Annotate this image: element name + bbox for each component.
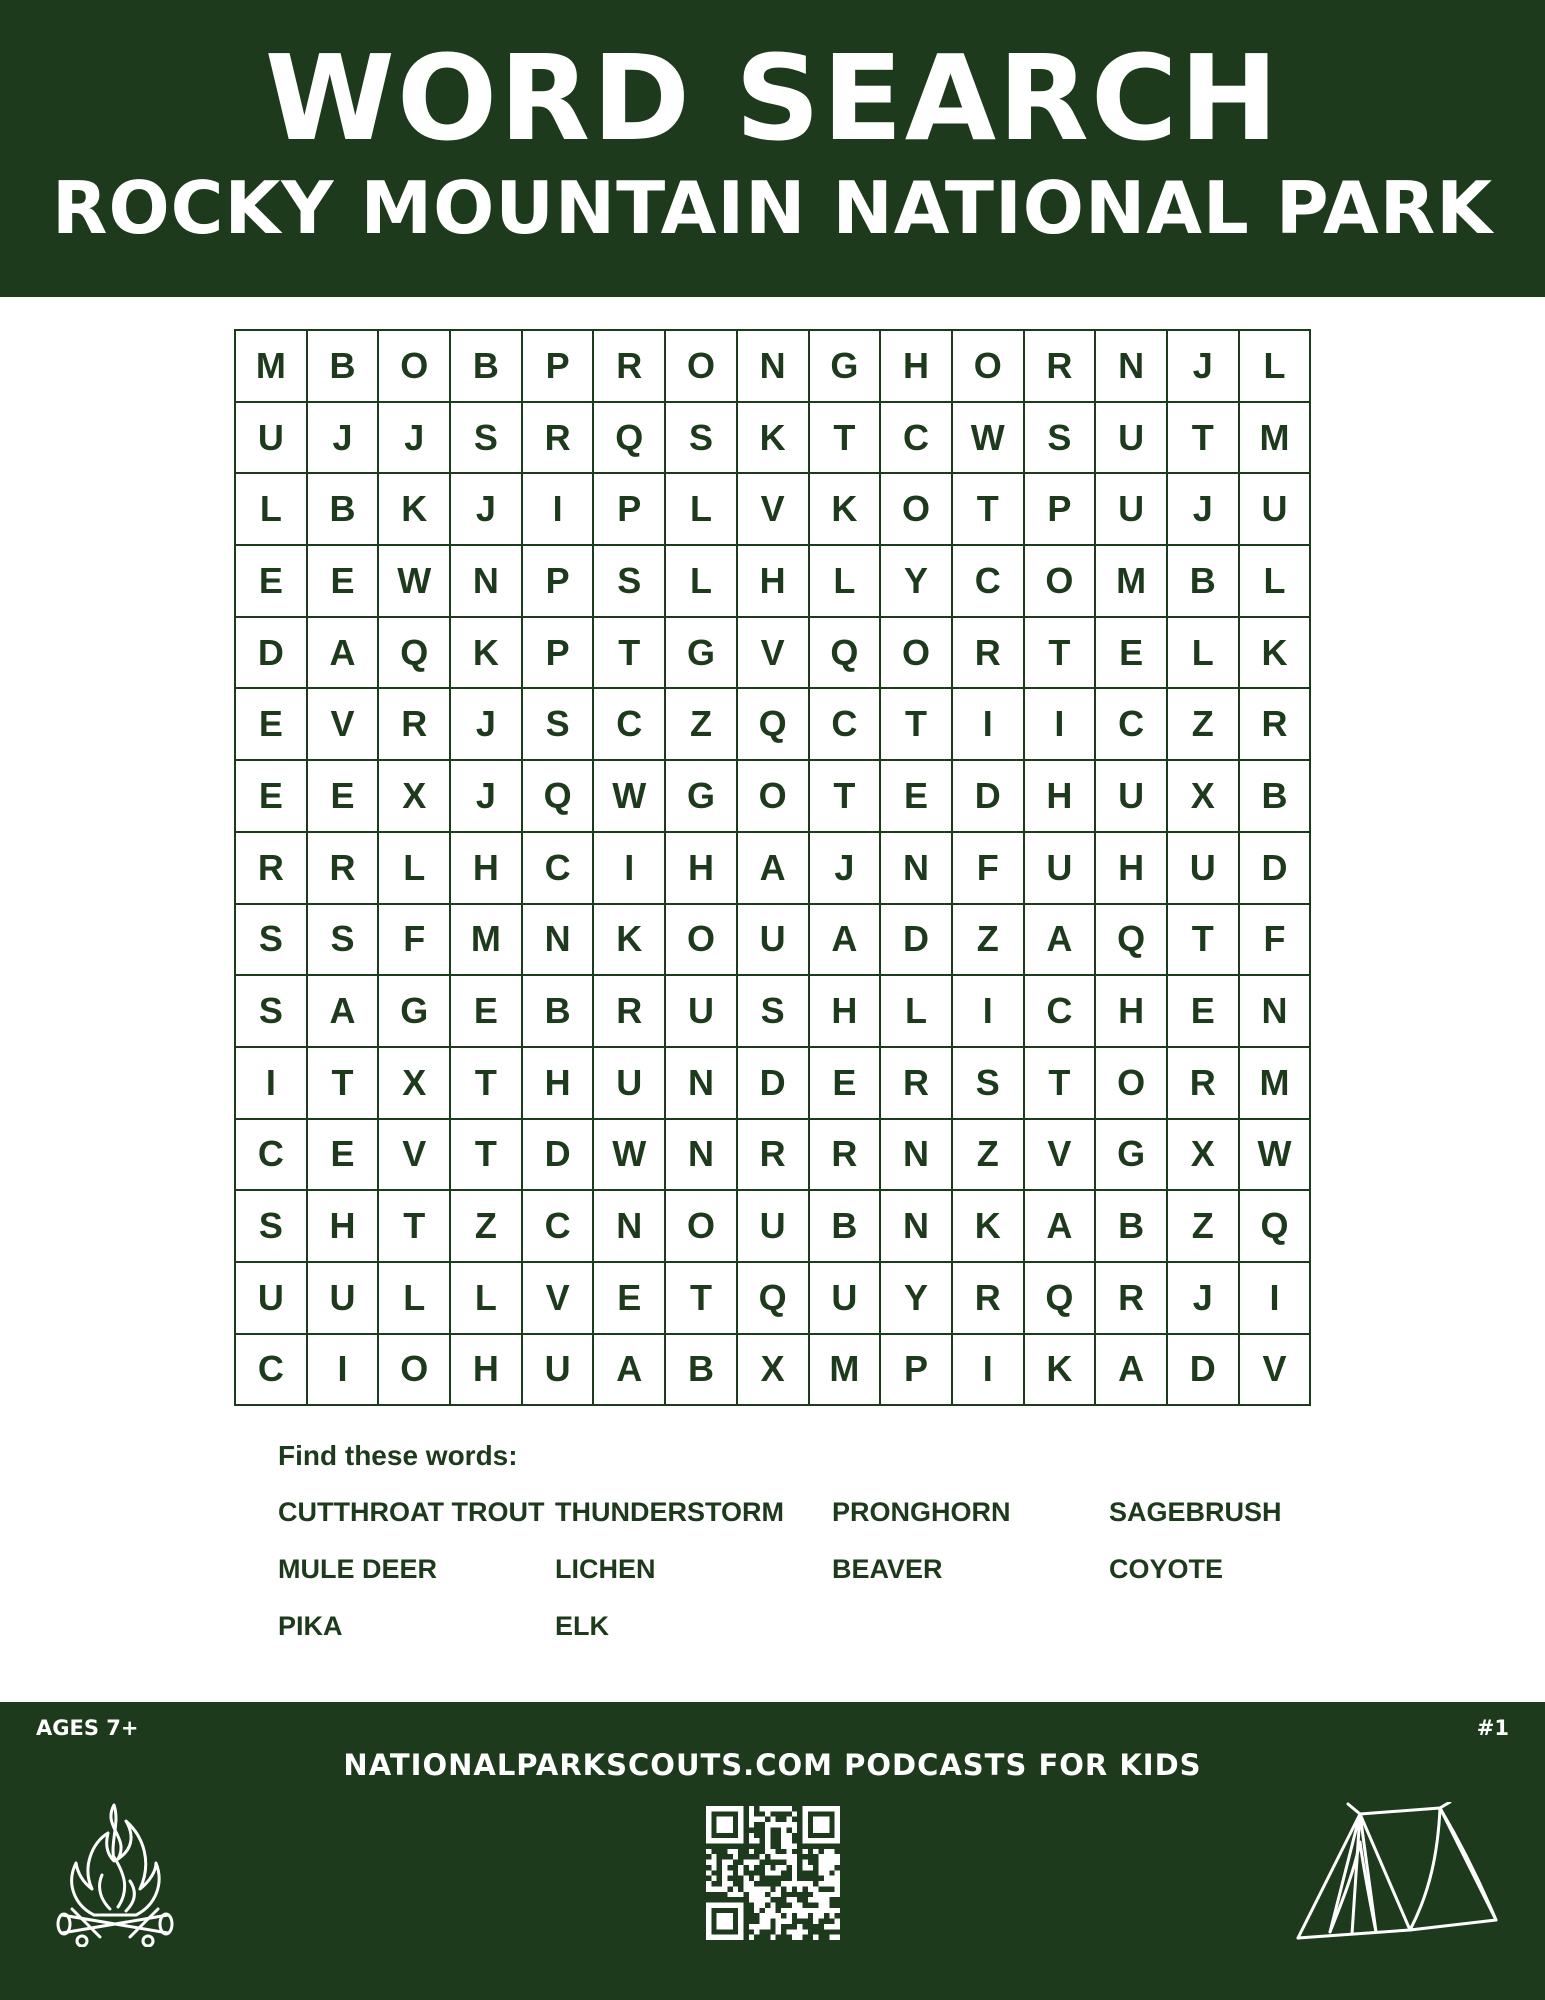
grid-cell[interactable]: C: [236, 1120, 308, 1192]
grid-cell[interactable]: A: [1025, 1191, 1097, 1263]
grid-cell[interactable]: T: [666, 1263, 738, 1335]
grid-cell[interactable]: W: [594, 1120, 666, 1192]
grid-cell[interactable]: R: [236, 833, 308, 905]
grid-cell[interactable]: Y: [881, 1263, 953, 1335]
grid-cell[interactable]: M: [236, 331, 308, 403]
grid-cell[interactable]: C: [594, 689, 666, 761]
grid-cell[interactable]: B: [1240, 761, 1312, 833]
grid-cell[interactable]: Z: [953, 905, 1025, 977]
grid-cell[interactable]: P: [594, 474, 666, 546]
grid-cell[interactable]: T: [810, 403, 882, 475]
word-list-item: COYOTE: [1109, 1554, 1224, 1584]
campfire-icon: [52, 1797, 178, 1947]
header-banner: [0, 0, 1545, 297]
grid-cell[interactable]: E: [308, 1120, 380, 1192]
grid-cell[interactable]: L: [810, 546, 882, 618]
grid-cell[interactable]: D: [953, 761, 1025, 833]
word-list-item: THUNDERSTORM: [555, 1497, 784, 1527]
grid-cell[interactable]: A: [1025, 905, 1097, 977]
grid-cell[interactable]: E: [236, 689, 308, 761]
grid-cell[interactable]: D: [523, 1120, 595, 1192]
grid-cell[interactable]: M: [1096, 546, 1168, 618]
grid-cell[interactable]: Z: [451, 1191, 523, 1263]
grid-cell[interactable]: O: [881, 618, 953, 690]
grid-cell[interactable]: O: [1096, 1048, 1168, 1120]
grid-cell[interactable]: P: [1025, 474, 1097, 546]
grid-cell[interactable]: N: [451, 546, 523, 618]
grid-cell[interactable]: K: [451, 618, 523, 690]
word-list-label: Find these words:: [278, 1440, 518, 1471]
grid-cell[interactable]: J: [1168, 474, 1240, 546]
grid-cell[interactable]: P: [523, 331, 595, 403]
grid-cell[interactable]: K: [594, 905, 666, 977]
grid-cell[interactable]: V: [1025, 1120, 1097, 1192]
grid-cell[interactable]: V: [1240, 1335, 1312, 1407]
grid-cell[interactable]: O: [953, 331, 1025, 403]
grid-cell[interactable]: L: [881, 976, 953, 1048]
grid-cell[interactable]: R: [953, 618, 1025, 690]
grid-cell[interactable]: U: [1096, 474, 1168, 546]
grid-cell[interactable]: T: [1025, 1048, 1097, 1120]
grid-cell[interactable]: E: [236, 761, 308, 833]
grid-cell[interactable]: P: [881, 1335, 953, 1407]
grid-cell[interactable]: U: [666, 976, 738, 1048]
grid-cell[interactable]: S: [308, 905, 380, 977]
grid-cell[interactable]: N: [523, 905, 595, 977]
grid-cell[interactable]: N: [881, 1191, 953, 1263]
grid-cell[interactable]: L: [666, 546, 738, 618]
grid-cell[interactable]: U: [236, 1263, 308, 1335]
word-list: [278, 1497, 1386, 1668]
grid-cell[interactable]: T: [308, 1048, 380, 1120]
grid-cell[interactable]: L: [666, 474, 738, 546]
grid-cell[interactable]: C: [1096, 689, 1168, 761]
grid-cell[interactable]: E: [308, 546, 380, 618]
grid-cell[interactable]: C: [523, 833, 595, 905]
grid-cell[interactable]: K: [379, 474, 451, 546]
grid-cell[interactable]: I: [953, 1335, 1025, 1407]
word-list-item: LICHEN: [555, 1554, 656, 1584]
grid-cell[interactable]: U: [738, 1191, 810, 1263]
grid-cell[interactable]: K: [1240, 618, 1312, 690]
grid-cell[interactable]: T: [379, 1191, 451, 1263]
grid-cell[interactable]: H: [451, 833, 523, 905]
grid-cell[interactable]: O: [379, 1335, 451, 1407]
grid-cell[interactable]: O: [666, 905, 738, 977]
footer-banner: [0, 1702, 1545, 2000]
grid-cell[interactable]: J: [451, 689, 523, 761]
grid-cell[interactable]: R: [379, 689, 451, 761]
grid-cell[interactable]: C: [881, 403, 953, 475]
grid-cell[interactable]: T: [1025, 618, 1097, 690]
grid-cell[interactable]: N: [881, 833, 953, 905]
grid-cell[interactable]: A: [738, 833, 810, 905]
grid-cell[interactable]: I: [523, 474, 595, 546]
grid-cell[interactable]: Z: [953, 1120, 1025, 1192]
grid-cell[interactable]: D: [738, 1048, 810, 1120]
grid-cell[interactable]: M: [451, 905, 523, 977]
grid-cell[interactable]: N: [666, 1120, 738, 1192]
qr-code[interactable]: [706, 1806, 840, 1940]
grid-cell[interactable]: I: [953, 689, 1025, 761]
grid-cell[interactable]: K: [1025, 1335, 1097, 1407]
grid-cell[interactable]: M: [1240, 1048, 1312, 1120]
grid-cell[interactable]: Q: [1240, 1191, 1312, 1263]
grid-cell[interactable]: O: [881, 474, 953, 546]
grid-cell[interactable]: V: [308, 689, 380, 761]
page-subtitle: ROCKY MOUNTAIN NATIONAL PARK: [52, 166, 1493, 250]
grid-cell[interactable]: R: [810, 1120, 882, 1192]
word-list-item: PIKA: [278, 1611, 343, 1641]
word-list-item: ELK: [555, 1611, 609, 1641]
grid-cell[interactable]: X: [379, 1048, 451, 1120]
grid-cell[interactable]: Q: [738, 1263, 810, 1335]
grid-cell[interactable]: N: [738, 331, 810, 403]
grid-cell[interactable]: R: [1025, 331, 1097, 403]
grid-cell[interactable]: C: [236, 1335, 308, 1407]
grid-cell[interactable]: U: [523, 1335, 595, 1407]
grid-cell[interactable]: X: [738, 1335, 810, 1407]
grid-cell[interactable]: Q: [810, 618, 882, 690]
grid-cell[interactable]: L: [451, 1263, 523, 1335]
grid-cell[interactable]: S: [451, 403, 523, 475]
grid-cell[interactable]: O: [379, 331, 451, 403]
grid-cell[interactable]: O: [738, 761, 810, 833]
grid-cell[interactable]: W: [953, 403, 1025, 475]
grid-cell[interactable]: X: [1168, 761, 1240, 833]
grid-cell[interactable]: C: [523, 1191, 595, 1263]
grid-cell[interactable]: H: [666, 833, 738, 905]
grid-cell[interactable]: H: [451, 1335, 523, 1407]
grid-cell[interactable]: L: [379, 1263, 451, 1335]
word-list-item: MULE DEER: [278, 1554, 438, 1584]
grid-cell[interactable]: V: [738, 618, 810, 690]
grid-cell[interactable]: Q: [738, 689, 810, 761]
grid-cell[interactable]: C: [953, 546, 1025, 618]
grid-cell[interactable]: W: [379, 546, 451, 618]
grid-cell[interactable]: V: [379, 1120, 451, 1192]
sheet-number: #1: [1476, 1716, 1509, 1740]
grid-cell[interactable]: U: [810, 1263, 882, 1335]
grid-cell[interactable]: Q: [523, 761, 595, 833]
grid-cell[interactable]: A: [308, 618, 380, 690]
grid-cell[interactable]: M: [810, 1335, 882, 1407]
grid-cell[interactable]: X: [1168, 1120, 1240, 1192]
grid-cell[interactable]: E: [594, 1263, 666, 1335]
grid-cell[interactable]: F: [379, 905, 451, 977]
grid-cell[interactable]: J: [1168, 331, 1240, 403]
grid-cell[interactable]: T: [1168, 403, 1240, 475]
grid-cell[interactable]: Z: [666, 689, 738, 761]
grid-cell[interactable]: Q: [1025, 1263, 1097, 1335]
grid-cell[interactable]: H: [1096, 976, 1168, 1048]
grid-cell[interactable]: R: [308, 833, 380, 905]
grid-cell[interactable]: H: [308, 1191, 380, 1263]
grid-cell[interactable]: H: [523, 1048, 595, 1120]
grid-cell[interactable]: V: [738, 474, 810, 546]
grid-cell[interactable]: T: [953, 474, 1025, 546]
grid-cell[interactable]: R: [594, 976, 666, 1048]
grid-cell[interactable]: E: [881, 761, 953, 833]
grid-cell[interactable]: O: [666, 1191, 738, 1263]
word-list-item: BEAVER: [832, 1554, 943, 1584]
grid-cell[interactable]: U: [1240, 474, 1312, 546]
grid-cell[interactable]: D: [236, 618, 308, 690]
grid-cell[interactable]: S: [666, 403, 738, 475]
grid-cell[interactable]: S: [523, 689, 595, 761]
grid-cell[interactable]: F: [953, 833, 1025, 905]
grid-cell[interactable]: T: [451, 1048, 523, 1120]
grid-cell[interactable]: R: [881, 1048, 953, 1120]
grid-cell[interactable]: T: [451, 1120, 523, 1192]
grid-cell[interactable]: N: [881, 1120, 953, 1192]
grid-cell[interactable]: E: [451, 976, 523, 1048]
grid-cell[interactable]: T: [881, 689, 953, 761]
grid-cell[interactable]: E: [236, 546, 308, 618]
grid-cell[interactable]: C: [810, 689, 882, 761]
grid-cell[interactable]: H: [1096, 833, 1168, 905]
grid-cell[interactable]: H: [881, 331, 953, 403]
grid-cell[interactable]: W: [594, 761, 666, 833]
grid-cell[interactable]: Y: [881, 546, 953, 618]
grid-cell[interactable]: U: [1168, 833, 1240, 905]
grid-cell[interactable]: J: [451, 474, 523, 546]
grid-cell[interactable]: R: [594, 331, 666, 403]
grid-cell[interactable]: G: [810, 331, 882, 403]
grid-cell[interactable]: R: [523, 403, 595, 475]
grid-cell[interactable]: M: [1240, 403, 1312, 475]
grid-cell[interactable]: I: [594, 833, 666, 905]
grid-cell[interactable]: K: [738, 403, 810, 475]
grid-cell[interactable]: J: [810, 833, 882, 905]
grid-cell[interactable]: U: [308, 1263, 380, 1335]
grid-cell[interactable]: D: [1240, 833, 1312, 905]
grid-cell[interactable]: I: [953, 976, 1025, 1048]
grid-cell[interactable]: A: [308, 976, 380, 1048]
grid-cell[interactable]: P: [523, 546, 595, 618]
grid-cell[interactable]: T: [594, 618, 666, 690]
grid-cell[interactable]: J: [379, 403, 451, 475]
grid-cell[interactable]: H: [738, 546, 810, 618]
grid-cell[interactable]: A: [810, 905, 882, 977]
grid-cell[interactable]: B: [1168, 546, 1240, 618]
grid-cell[interactable]: O: [1025, 546, 1097, 618]
grid-cell[interactable]: B: [810, 1191, 882, 1263]
grid-cell[interactable]: S: [738, 976, 810, 1048]
grid-cell[interactable]: G: [379, 976, 451, 1048]
grid-cell[interactable]: B: [308, 331, 380, 403]
grid-cell[interactable]: U: [236, 403, 308, 475]
grid-cell[interactable]: J: [451, 761, 523, 833]
grid-cell[interactable]: Q: [1096, 905, 1168, 977]
age-badge: AGES 7+: [36, 1716, 139, 1740]
grid-cell[interactable]: I: [1240, 1263, 1312, 1335]
grid-cell[interactable]: S: [236, 905, 308, 977]
grid-cell[interactable]: H: [810, 976, 882, 1048]
grid-cell[interactable]: B: [308, 474, 380, 546]
grid-cell[interactable]: N: [1096, 331, 1168, 403]
grid-cell[interactable]: K: [953, 1191, 1025, 1263]
grid-cell[interactable]: L: [1240, 331, 1312, 403]
grid-cell[interactable]: E: [810, 1048, 882, 1120]
word-list-item: CUTTHROAT TROUT: [278, 1497, 545, 1527]
grid-cell[interactable]: P: [523, 618, 595, 690]
site-link[interactable]: NATIONALPARKSCOUTS.COM PODCASTS FOR KIDS: [343, 1748, 1202, 1782]
grid-cell[interactable]: R: [1096, 1263, 1168, 1335]
grid-cell[interactable]: B: [666, 1335, 738, 1407]
grid-cell[interactable]: H: [1025, 761, 1097, 833]
grid-cell[interactable]: W: [1240, 1120, 1312, 1192]
grid-cell[interactable]: R: [1240, 689, 1312, 761]
grid-cell[interactable]: S: [1025, 403, 1097, 475]
grid-cell[interactable]: N: [666, 1048, 738, 1120]
grid-cell[interactable]: O: [666, 331, 738, 403]
word-list-item: SAGEBRUSH: [1109, 1497, 1282, 1527]
grid-cell[interactable]: T: [1168, 905, 1240, 977]
grid-cell[interactable]: L: [379, 833, 451, 905]
grid-cell[interactable]: J: [1168, 1263, 1240, 1335]
grid-cell[interactable]: S: [236, 1191, 308, 1263]
grid-cell[interactable]: B: [523, 976, 595, 1048]
grid-cell[interactable]: I: [1025, 689, 1097, 761]
grid-cell[interactable]: N: [1240, 976, 1312, 1048]
grid-cell[interactable]: B: [451, 331, 523, 403]
grid-cell[interactable]: D: [881, 905, 953, 977]
grid-cell[interactable]: A: [594, 1335, 666, 1407]
grid-cell[interactable]: G: [1096, 1120, 1168, 1192]
grid-cell[interactable]: R: [1168, 1048, 1240, 1120]
grid-cell[interactable]: F: [1240, 905, 1312, 977]
grid-cell[interactable]: R: [738, 1120, 810, 1192]
grid-cell[interactable]: L: [1240, 546, 1312, 618]
word-search-grid[interactable]: [234, 329, 1311, 1406]
grid-cell[interactable]: E: [1168, 976, 1240, 1048]
grid-cell[interactable]: Z: [1168, 689, 1240, 761]
grid-cell[interactable]: G: [666, 618, 738, 690]
grid-cell[interactable]: N: [594, 1191, 666, 1263]
grid-cell[interactable]: E: [1096, 618, 1168, 690]
grid-cell[interactable]: K: [810, 474, 882, 546]
grid-cell[interactable]: G: [666, 761, 738, 833]
grid-cell[interactable]: V: [523, 1263, 595, 1335]
grid-cell[interactable]: B: [1096, 1191, 1168, 1263]
grid-cell[interactable]: L: [236, 474, 308, 546]
grid-cell[interactable]: X: [379, 761, 451, 833]
grid-cell[interactable]: S: [236, 976, 308, 1048]
grid-cell[interactable]: L: [1168, 618, 1240, 690]
grid-cell[interactable]: Q: [594, 403, 666, 475]
grid-cell[interactable]: I: [308, 1335, 380, 1407]
grid-cell[interactable]: U: [1096, 403, 1168, 475]
grid-cell[interactable]: U: [738, 905, 810, 977]
grid-cell[interactable]: U: [1025, 833, 1097, 905]
grid-cell[interactable]: T: [810, 761, 882, 833]
grid-cell[interactable]: Q: [379, 618, 451, 690]
grid-cell[interactable]: C: [1025, 976, 1097, 1048]
grid-cell[interactable]: A: [1096, 1335, 1168, 1407]
grid-cell[interactable]: D: [1168, 1335, 1240, 1407]
word-list-item: PRONGHORN: [832, 1497, 1011, 1527]
grid-cell[interactable]: J: [308, 403, 380, 475]
grid-cell[interactable]: U: [1096, 761, 1168, 833]
grid-cell[interactable]: E: [308, 761, 380, 833]
tent-icon: [1290, 1802, 1505, 1942]
grid-cell[interactable]: R: [953, 1263, 1025, 1335]
page-title: WORD SEARCH: [264, 29, 1281, 167]
grid-cell[interactable]: S: [594, 546, 666, 618]
grid-cell[interactable]: I: [236, 1048, 308, 1120]
grid-cell[interactable]: U: [594, 1048, 666, 1120]
grid-cell[interactable]: S: [953, 1048, 1025, 1120]
grid-cell[interactable]: Z: [1168, 1191, 1240, 1263]
